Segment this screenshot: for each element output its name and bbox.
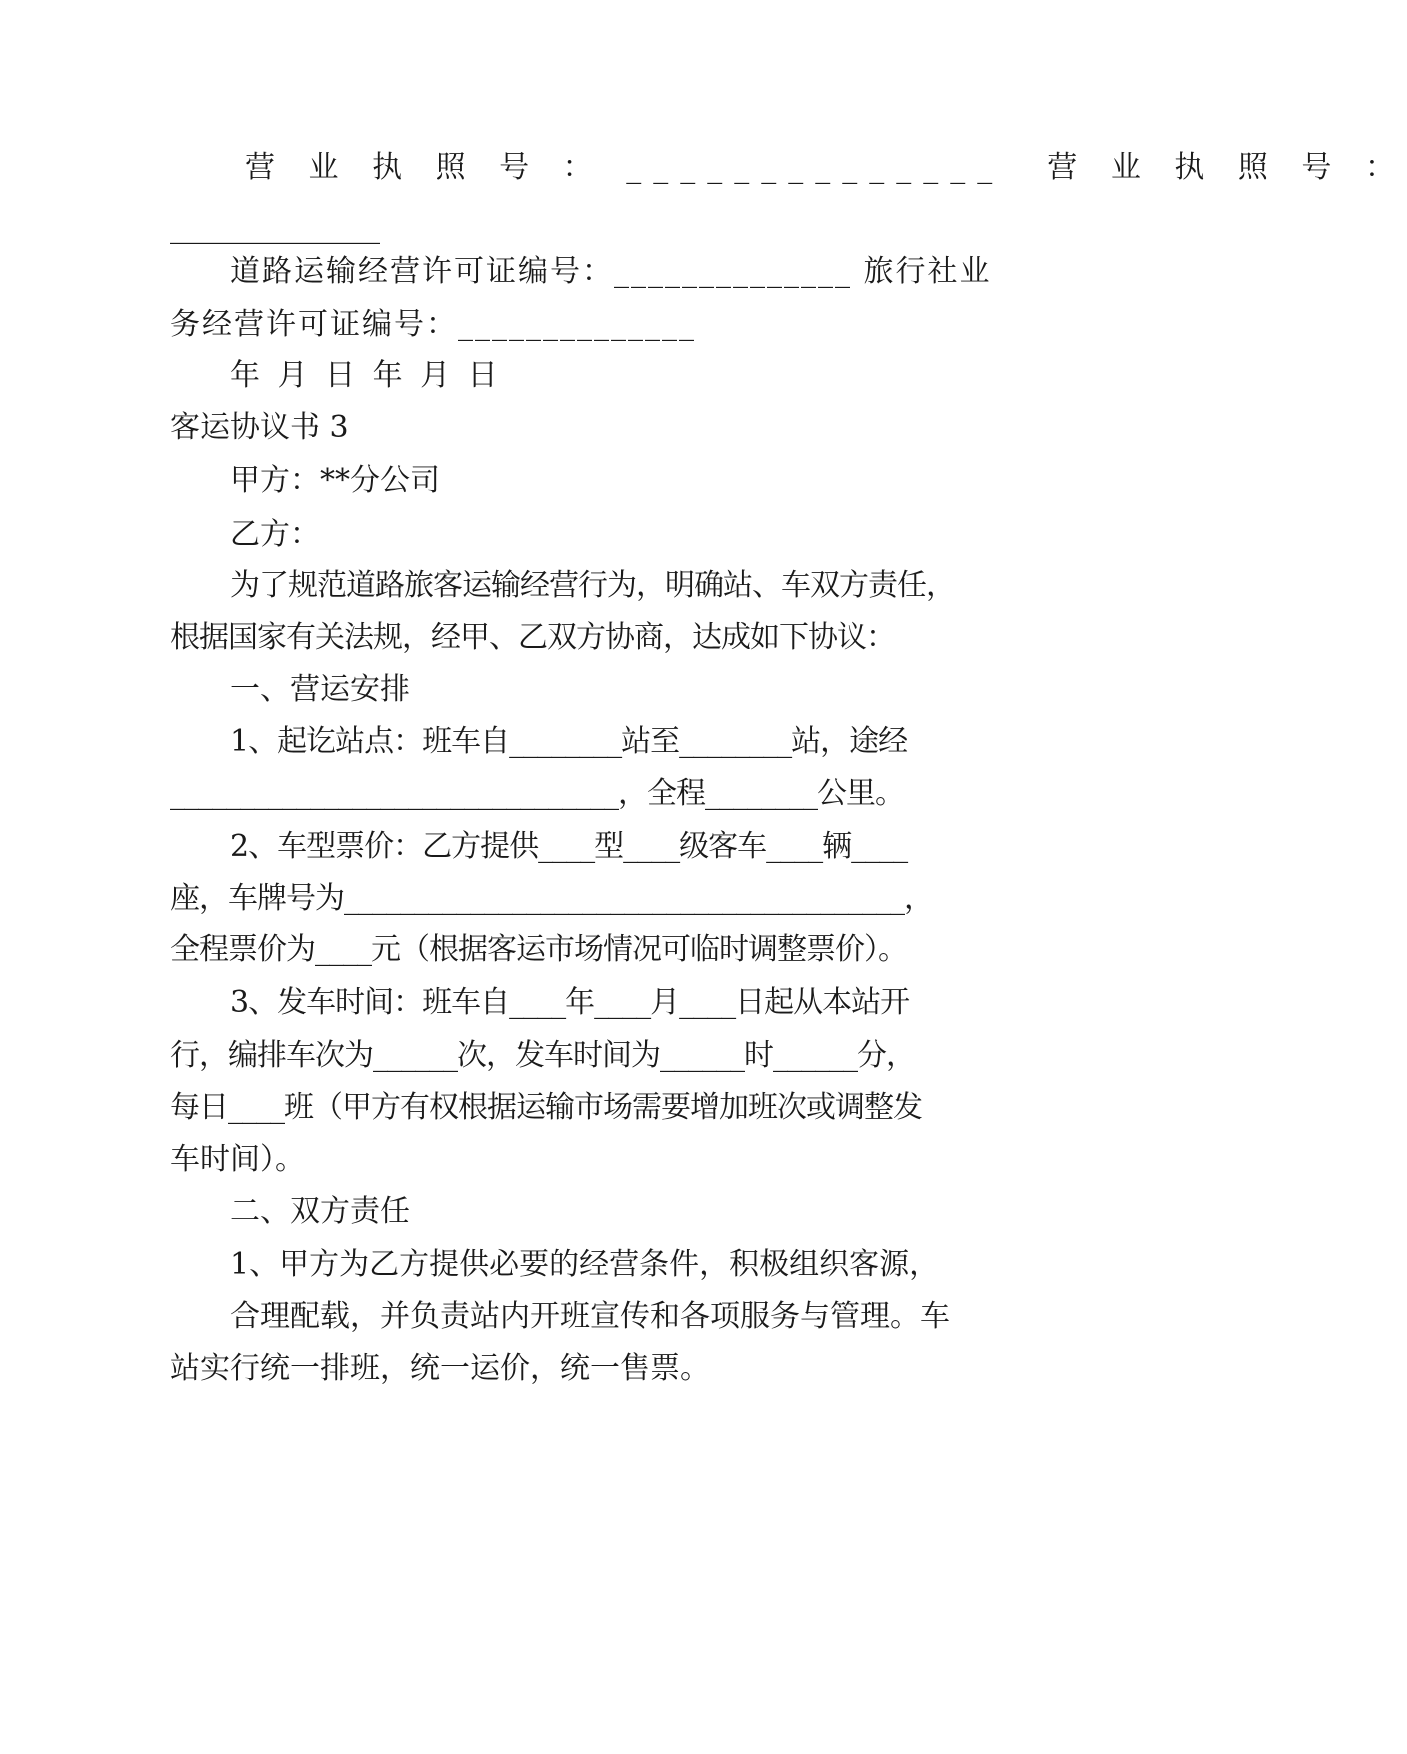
doc-line-13: ________________________________，全程________公里。	[170, 776, 904, 811]
doc-line-5: 年 月 日 年 月 日	[230, 358, 502, 393]
doc-line-10: 根据国家有关法规，经甲、乙双方协商，达成如下协议：	[170, 620, 895, 655]
doc-line-21: 二、双方责任	[230, 1194, 410, 1229]
doc-line-7: 甲方：**分公司	[230, 463, 440, 498]
doc-line-14: 2、车型票价：乙方提供____型____级客车____辆____	[230, 829, 908, 864]
doc-line-4: 务经营许可证编号：______________	[170, 307, 696, 342]
doc-line-18: 行，编排车次为______次，发车时间为______时______分，	[170, 1038, 915, 1073]
doc-line-1: 营 业 执 照 号 ： ______________ 营 业 执 照 号 ：	[245, 150, 1407, 185]
doc-line-9: 为了规范道路旅客运输经营行为，明确站、车双方责任，	[230, 568, 955, 603]
doc-line-19: 每日____班（甲方有权根据运输市场需要增加班次或调整发	[170, 1090, 922, 1125]
doc-line-11: 一、营运安排	[230, 672, 410, 707]
doc-line-15: 座，车牌号为________________________________________，	[170, 881, 933, 916]
doc-line-8: 乙方：	[230, 517, 320, 552]
doc-line-22: 1、甲方为乙方提供必要的经营条件，积极组织客源，	[230, 1247, 940, 1282]
doc-line-2: ______________	[170, 210, 380, 245]
doc-line-3: 道路运输经营许可证编号：______________ 旅行社业	[230, 254, 992, 289]
doc-line-16: 全程票价为____元（根据客运市场情况可临时调整票价）。	[170, 932, 907, 967]
doc-line-17: 3、发车时间：班车自____年____月____日起从本站开	[230, 985, 910, 1020]
doc-line-24: 站实行统一排班，统一运价，统一售票。	[170, 1351, 710, 1386]
doc-line-23: 合理配载，并负责站内开班宣传和各项服务与管理。车	[230, 1299, 950, 1334]
doc-line-12: 1、起讫站点：班车自________站至________站，途经	[230, 724, 908, 759]
doc-line-6: 客运协议书 3	[170, 410, 349, 445]
doc-line-20: 车时间）。	[170, 1142, 305, 1177]
